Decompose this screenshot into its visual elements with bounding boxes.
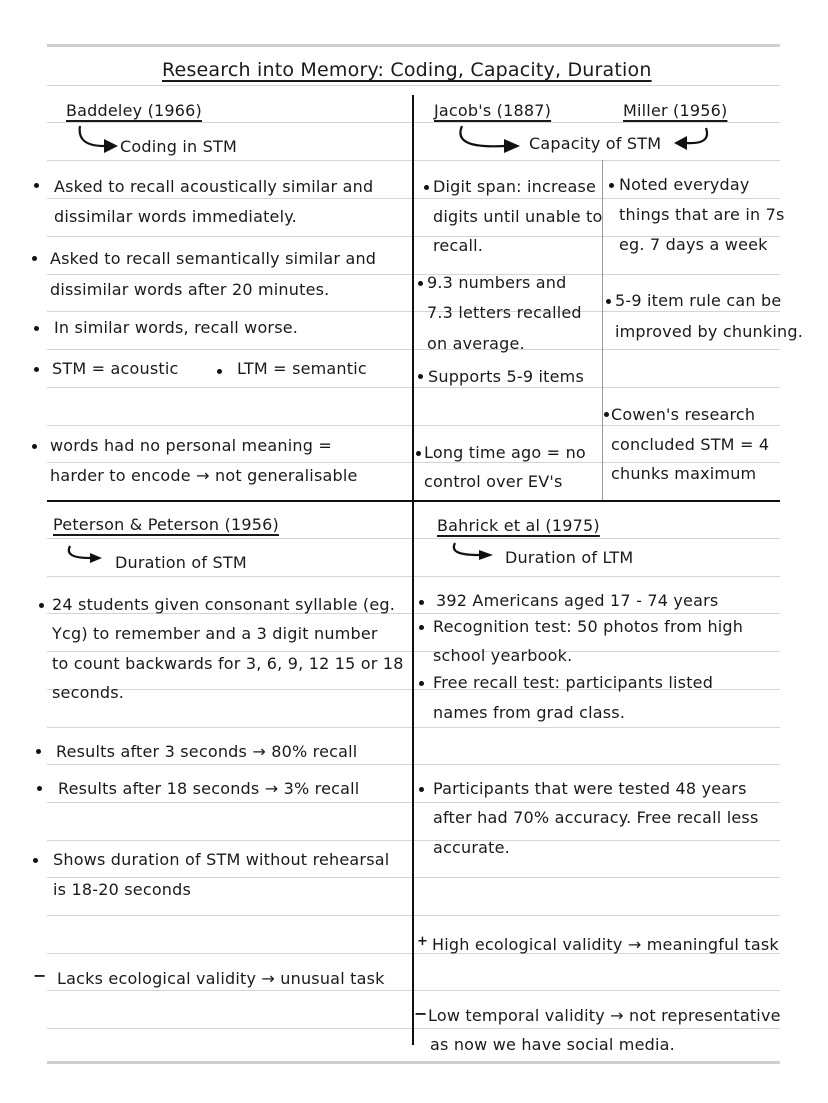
bullet-icon <box>37 786 42 791</box>
bullet-icon <box>217 369 222 374</box>
point-text: recall. <box>433 236 484 255</box>
point-text: LTM = semantic <box>237 359 367 378</box>
bullet-icon <box>604 412 609 417</box>
bullet-icon <box>606 299 611 304</box>
point-text: Noted everyday <box>619 175 750 194</box>
point-text: Asked to recall acoustically similar and <box>54 177 374 196</box>
point-text: 24 students given consonant syllable (eg. <box>52 595 396 614</box>
point-text: things that are in 7s <box>619 205 785 224</box>
study-heading-baddeley: Baddeley (1966) <box>66 101 202 120</box>
point-text: Long time ago = no <box>424 443 586 462</box>
point-text: Asked to recall semantically similar and <box>50 249 377 268</box>
point-text: school yearbook. <box>433 646 573 665</box>
point-text: Cowen's research <box>611 405 756 424</box>
curved-arrow-icon <box>76 124 120 154</box>
point-text: 5-9 item rule can be <box>615 291 782 310</box>
point-text: Free recall test: participants listed <box>433 673 714 692</box>
point-text: Participants that were tested 48 years <box>433 779 747 798</box>
minus-sign: − <box>414 1004 428 1023</box>
point-text: concluded STM = 4 <box>611 435 770 454</box>
evaluation-text: as now we have social media. <box>430 1035 675 1054</box>
point-text: accurate. <box>433 838 510 857</box>
bullet-icon <box>418 374 423 379</box>
point-text: words had no personal meaning = <box>50 436 332 455</box>
topic-coding: Coding in STM <box>120 137 237 156</box>
bullet-icon <box>32 256 37 261</box>
point-text: Supports 5-9 items <box>428 367 584 386</box>
bullet-icon <box>609 183 614 188</box>
bullet-icon <box>34 367 39 372</box>
point-text: 392 Americans aged 17 - 74 years <box>436 591 719 610</box>
topic-duration-ltm: Duration of LTM <box>505 548 634 567</box>
bullet-icon <box>34 183 39 188</box>
point-text: 7.3 letters recalled <box>427 303 582 322</box>
topic-capacity: Capacity of STM <box>529 134 662 153</box>
point-text: is 18-20 seconds <box>53 880 192 899</box>
point-text: STM = acoustic <box>52 359 179 378</box>
bullet-icon <box>416 451 421 456</box>
point-text: names from grad class. <box>433 703 626 722</box>
point-text: Results after 3 seconds → 80% recall <box>56 742 358 761</box>
point-text: dissimilar words after 20 minutes. <box>50 280 330 299</box>
point-text: Recognition test: 50 photos from high <box>433 617 744 636</box>
point-text: In similar words, recall worse. <box>54 318 299 337</box>
curved-arrow-icon <box>449 541 499 563</box>
point-text: after had 70% accuracy. Free recall less <box>433 808 759 827</box>
point-text: seconds. <box>52 683 125 702</box>
curved-arrow-left-icon <box>672 126 712 152</box>
topic-duration-stm: Duration of STM <box>115 553 247 572</box>
bullet-icon <box>39 603 44 608</box>
point-text: Ycg) to remember and a 3 digit number <box>52 624 378 643</box>
bullet-icon <box>36 749 41 754</box>
evaluation-text: High ecological validity → meaningful task <box>432 935 779 954</box>
minus-sign: − <box>33 966 47 985</box>
point-text: improved by chunking. <box>615 322 803 341</box>
point-text: Digit span: increase <box>433 177 597 196</box>
study-heading-peterson: Peterson & Peterson (1956) <box>53 515 279 534</box>
column-divider <box>412 95 414 1045</box>
evaluation-text: Low temporal validity → not representative <box>428 1006 781 1025</box>
plus-sign: + <box>417 934 428 949</box>
point-text: dissimilar words immediately. <box>54 207 297 226</box>
curved-arrow-icon <box>64 544 108 566</box>
bullet-icon <box>419 625 424 630</box>
point-text: Shows duration of STM without rehearsal <box>53 850 390 869</box>
section-divider <box>47 500 780 502</box>
point-text: harder to encode → not generalisable <box>50 466 358 485</box>
study-heading-bahrick: Bahrick et al (1975) <box>437 516 600 535</box>
bullet-icon <box>419 787 424 792</box>
study-heading-jacobs: Jacob's (1887) <box>434 101 552 120</box>
curved-arrow-icon <box>456 124 526 156</box>
bullet-icon <box>419 600 424 605</box>
point-text: to count backwards for 3, 6, 9, 12 15 or 18 <box>52 654 404 673</box>
study-heading-miller: Miller (1956) <box>623 101 728 120</box>
point-text: 9.3 numbers and <box>427 273 567 292</box>
page-title: Research into Memory: Coding, Capacity, Duration <box>162 59 652 81</box>
point-text: on average. <box>427 334 525 353</box>
bullet-icon <box>34 326 39 331</box>
evaluation-text: Lacks ecological validity → unusual task <box>57 969 385 988</box>
point-text: eg. 7 days a week <box>619 235 768 254</box>
ruled-line <box>47 85 780 86</box>
point-text: digits until unable to <box>433 207 603 226</box>
ruled-line <box>47 44 780 47</box>
bullet-icon <box>33 858 38 863</box>
bullet-icon <box>32 444 37 449</box>
point-text: chunks maximum <box>611 464 757 483</box>
point-text: Results after 18 seconds → 3% recall <box>58 779 360 798</box>
bullet-icon <box>424 185 429 190</box>
bullet-icon <box>419 681 424 686</box>
point-text: control over EV's <box>424 472 563 491</box>
ruled-line <box>47 1061 780 1064</box>
bullet-icon <box>418 281 423 286</box>
